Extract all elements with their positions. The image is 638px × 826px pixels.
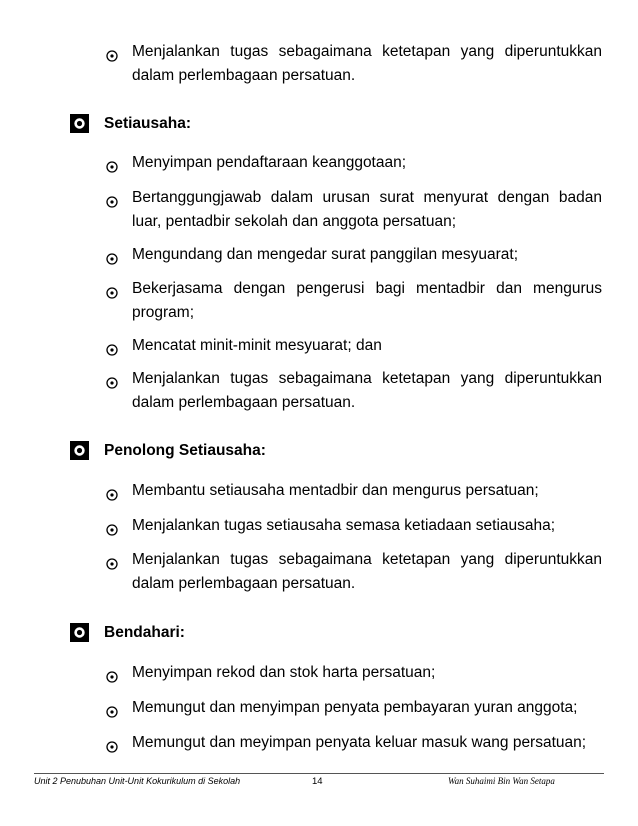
footer-page-number: 14 <box>312 776 323 787</box>
circled-dot-bullet-icon <box>106 186 132 234</box>
list-item <box>106 186 602 234</box>
circled-dot-bullet-icon <box>106 661 132 691</box>
circled-dot-bullet-icon <box>106 548 132 596</box>
list-item-text: Membantu setiausaha mentadbir dan mengurus persatuan; <box>132 482 539 499</box>
list-item-text: Memungut dan menyimpan penyata pembayaran yuran anggota; <box>132 699 578 716</box>
list-item <box>106 151 602 181</box>
list-item-text: Menjalankan tugas sebagaimana ketetapan yang diperuntukkan dalam perlembagaan persatuan. <box>132 370 602 411</box>
circled-dot-bullet-icon <box>106 334 132 364</box>
list-item <box>106 367 602 415</box>
circled-dot-bullet-icon <box>106 479 132 509</box>
list-item-text: Bertanggungjawab dalam urusan surat menyurat dengan badan luar, pentadbir sekolah dan anggota persatuan; <box>132 189 602 230</box>
list-item <box>106 243 602 273</box>
list-item-text: Mencatat minit-minit mesyuarat; dan <box>132 337 382 354</box>
list-item-text: Menjalankan tugas setiausaha semasa ketiadaan setiausaha; <box>132 517 556 534</box>
circled-dot-bullet-icon <box>106 243 132 273</box>
circled-square-bullet-icon <box>70 114 89 133</box>
list-item-text: Menyimpan pendaftaraan keanggotaan; <box>132 154 407 171</box>
section-title: Bendahari: <box>104 623 185 641</box>
circled-square-bullet-icon <box>70 623 89 642</box>
list-item <box>106 334 602 364</box>
circled-dot-bullet-icon <box>106 514 132 544</box>
circled-dot-bullet-icon <box>106 367 132 415</box>
footer-unit-title: Unit 2 Penubuhan Unit-Unit Kokurikulum di Sekolah <box>34 776 241 786</box>
list-item <box>106 40 602 88</box>
list-item <box>106 696 602 726</box>
circled-dot-bullet-icon <box>106 40 132 88</box>
list-item <box>106 548 602 596</box>
section-title: Setiausaha: <box>104 114 192 132</box>
circled-dot-bullet-icon <box>106 151 132 181</box>
list-item-text: Memungut dan meyimpan penyata keluar masuk wang persatuan; <box>132 734 587 751</box>
section-title: Penolong Setiausaha: <box>104 441 266 459</box>
list-item-text: Menyimpan rekod dan stok harta persatuan; <box>132 664 436 681</box>
section-heading-penolong-setiausaha <box>70 441 266 460</box>
list-item <box>106 731 602 761</box>
circled-dot-bullet-icon <box>106 277 132 325</box>
list-item <box>106 479 602 509</box>
list-item-text: Mengundang dan mengedar surat panggilan mesyuarat; <box>132 246 519 263</box>
circled-dot-bullet-icon <box>106 731 132 761</box>
list-item <box>106 661 602 691</box>
list-item-text: Bekerjasama dengan pengerusi bagi mentadbir dan mengurus program; <box>132 280 602 321</box>
section-heading-bendahari <box>70 623 185 642</box>
list-item-text: Menjalankan tugas sebagaimana ketetapan yang diperuntukkan dalam perlembagaan persatuan. <box>132 43 602 84</box>
list-item-text: Menjalankan tugas sebagaimana ketetapan yang diperuntukkan dalam perlembagaan persatuan. <box>132 551 602 592</box>
footer-author: Wan Suhaimi Bin Wan Setapa <box>448 776 555 786</box>
circled-dot-bullet-icon <box>106 696 132 726</box>
section-heading-setiausaha <box>70 114 191 133</box>
footer-divider <box>34 773 604 774</box>
list-item <box>106 277 602 325</box>
circled-square-bullet-icon <box>70 441 89 460</box>
list-item <box>106 514 602 544</box>
